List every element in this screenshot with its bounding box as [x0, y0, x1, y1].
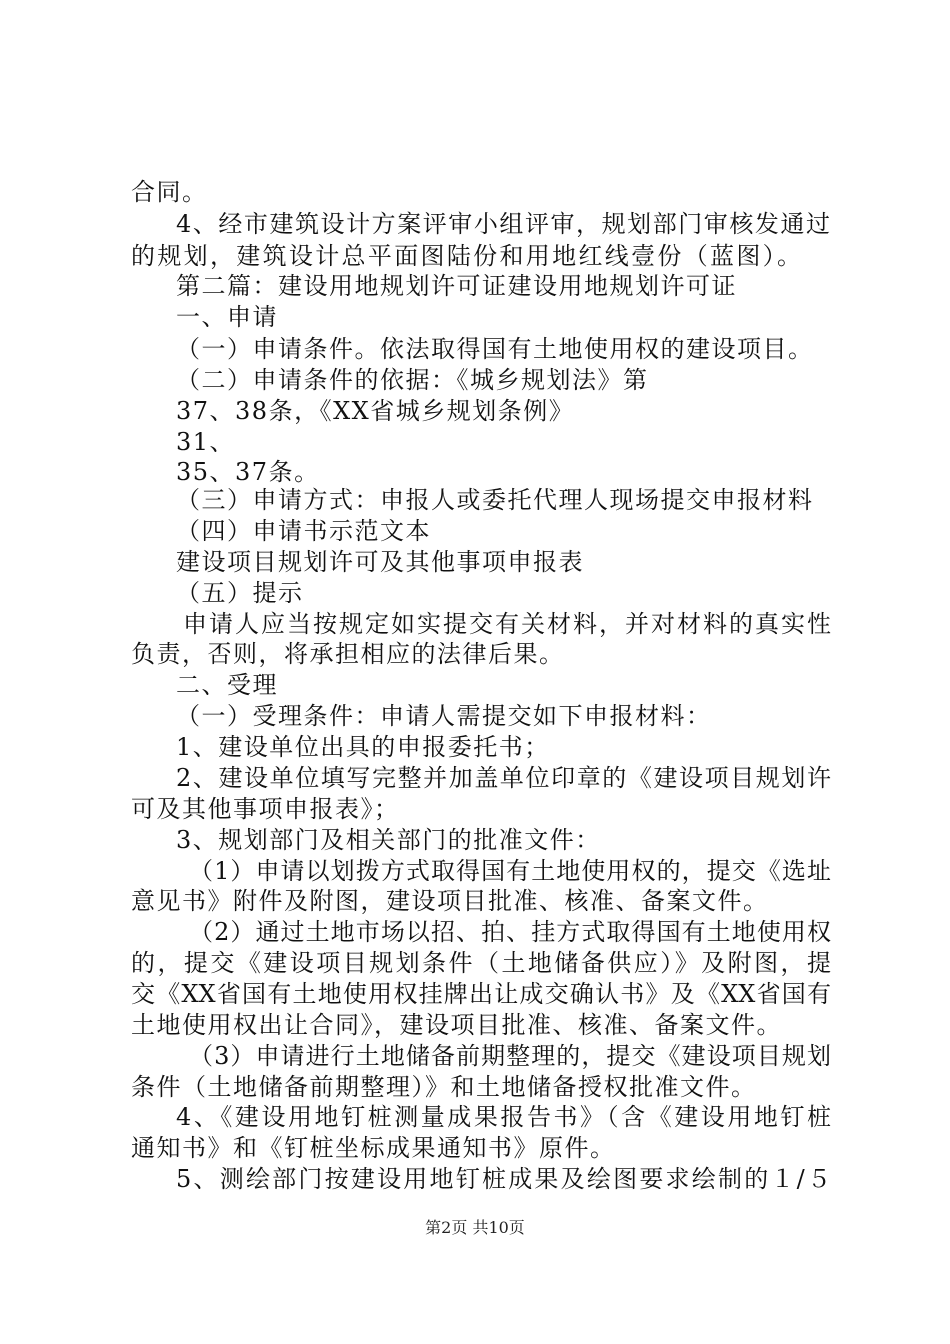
text-line: 条件（土地储备前期整理）》和土地储备授权批准文件。 [131, 1073, 757, 1101]
section-heading: 第二篇：建设用地规划许可证建设用地规划许可证 [176, 272, 737, 300]
text-line: 土地使用权出让合同》，建设项目批准、核准、备案文件。 [131, 1011, 782, 1039]
text-line: 4、经市建筑设计方案评审小组评审，规划部门审核发通过 [176, 210, 830, 238]
text-line: 37、38条，《XX省城乡规划条例》 [176, 397, 575, 425]
text-line: 建设项目规划许可及其他事项申报表 [176, 548, 584, 576]
text-line: 35、37条。 [176, 458, 320, 486]
text-line: （3）申请进行土地储备前期整理的，提交《建设项目规划 [189, 1042, 831, 1070]
text-line: 1、建设单位出具的申报委托书； [176, 733, 550, 761]
text-line: 5、测绘部门按建设用地钉桩成果及绘图要求绘制的１/５ [176, 1165, 831, 1193]
text-line: 通知书》和《钉桩坐标成果通知书》原件。 [131, 1134, 616, 1162]
text-line: 可及其他事项申报表》； [131, 795, 400, 823]
text-line: （一）申请条件。依法取得国有土地使用权的建设项目。 [176, 335, 814, 363]
text-line: 意见书》附件及附图，建设项目批准、核准、备案文件。 [131, 887, 769, 915]
text-line: 的规划，建筑设计总平面图陆份和用地红线壹份（蓝图）。 [131, 242, 801, 270]
text-line: 3、规划部门及相关部门的批准文件： [176, 826, 601, 854]
text-line: （2）通过土地市场以招、拍、挂方式取得国有土地使用权 [189, 918, 831, 946]
text-line: （1）申请以划拨方式取得国有土地使用权的，提交《选址 [189, 857, 831, 885]
text-line: （三）申请方式：申报人或委托代理人现场提交申报材料 [176, 486, 814, 514]
text-line: （二）申请条件的依据：《城乡规划法》第 [176, 366, 649, 394]
text-line: 4、《建设用地钉桩测量成果报告书》（含《建设用地钉桩 [176, 1103, 831, 1131]
text-line: 二、受理 [176, 671, 278, 699]
text-line: 合同。 [131, 178, 208, 206]
text-line: 的，提交《建设项目规划条件（土地储备供应）》及附图，提 [131, 949, 831, 977]
text-line: 2、建设单位填写完整并加盖单位印章的《建设项目规划许 [176, 764, 831, 792]
page-number-footer: 第2页 共10页 [425, 1218, 525, 1237]
text-line: （五）提示 [176, 579, 304, 607]
text-line: 申请人应当按规定如实提交有关材料，并对材料的真实性 [183, 610, 831, 638]
text-line: （四）申请书示范文本 [176, 517, 431, 545]
text-line: （一）受理条件：申请人需提交如下申报材料： [176, 702, 712, 730]
text-line: 交《XX省国有土地使用权挂牌出让成交确认书》及《XX省国有 [131, 980, 831, 1008]
text-line: 31、 [176, 428, 236, 456]
text-line: 一、申请 [176, 303, 278, 331]
text-line: 负责，否则，将承担相应的法律后果。 [131, 640, 565, 668]
